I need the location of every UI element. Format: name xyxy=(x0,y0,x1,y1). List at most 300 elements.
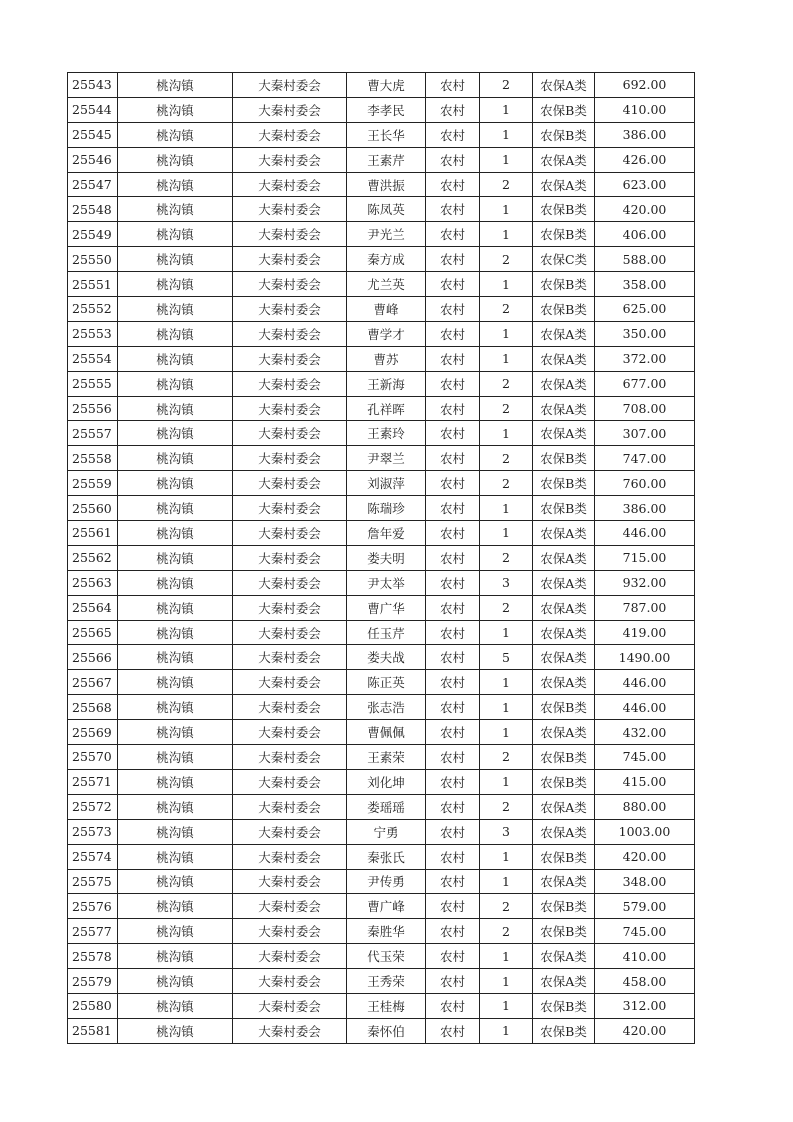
person-name-cell: 尹光兰 xyxy=(347,222,426,247)
household-type-cell: 农村 xyxy=(426,247,480,272)
member-count-cell: 1 xyxy=(480,844,533,869)
household-type-cell: 农村 xyxy=(426,993,480,1018)
member-count-cell: 1 xyxy=(480,346,533,371)
household-type-cell: 农村 xyxy=(426,521,480,546)
person-name-cell: 娄瑶瑶 xyxy=(347,794,426,819)
row-id-cell: 25573 xyxy=(68,819,118,844)
member-count-cell: 1 xyxy=(480,944,533,969)
person-name-cell: 曹洪振 xyxy=(347,172,426,197)
insurance-category-cell: 农保A类 xyxy=(533,346,595,371)
table-row xyxy=(68,819,695,844)
table-row xyxy=(68,172,695,197)
household-type-cell: 农村 xyxy=(426,844,480,869)
village-committee-cell: 大秦村委会 xyxy=(233,247,347,272)
row-id-cell: 25563 xyxy=(68,570,118,595)
row-id-cell: 25581 xyxy=(68,1018,118,1043)
town-cell: 桃沟镇 xyxy=(118,197,233,222)
village-committee-cell: 大秦村委会 xyxy=(233,496,347,521)
person-name-cell: 尹太举 xyxy=(347,570,426,595)
town-cell: 桃沟镇 xyxy=(118,247,233,272)
village-committee-cell: 大秦村委会 xyxy=(233,944,347,969)
row-id-cell: 25561 xyxy=(68,521,118,546)
row-id-cell: 25548 xyxy=(68,197,118,222)
row-id-cell: 25560 xyxy=(68,496,118,521)
person-name-cell: 王长华 xyxy=(347,122,426,147)
row-id-cell: 25553 xyxy=(68,321,118,346)
person-name-cell: 曹佩佩 xyxy=(347,720,426,745)
town-cell: 桃沟镇 xyxy=(118,272,233,297)
amount-cell: 747.00 xyxy=(595,446,695,471)
household-type-cell: 农村 xyxy=(426,297,480,322)
household-type-cell: 农村 xyxy=(426,620,480,645)
town-cell: 桃沟镇 xyxy=(118,745,233,770)
household-type-cell: 农村 xyxy=(426,1018,480,1043)
insurance-category-cell: 农保B类 xyxy=(533,844,595,869)
member-count-cell: 1 xyxy=(480,993,533,1018)
table-row xyxy=(68,570,695,595)
member-count-cell: 2 xyxy=(480,172,533,197)
table-row xyxy=(68,993,695,1018)
village-committee-cell: 大秦村委会 xyxy=(233,297,347,322)
insurance-category-cell: 农保B类 xyxy=(533,197,595,222)
insurance-category-cell: 农保C类 xyxy=(533,247,595,272)
amount-cell: 677.00 xyxy=(595,371,695,396)
insurance-category-cell: 农保B类 xyxy=(533,471,595,496)
member-count-cell: 1 xyxy=(480,769,533,794)
table-row xyxy=(68,720,695,745)
row-id-cell: 25566 xyxy=(68,645,118,670)
member-count-cell: 1 xyxy=(480,321,533,346)
table-row xyxy=(68,272,695,297)
insurance-category-cell: 农保A类 xyxy=(533,172,595,197)
insurance-category-cell: 农保A类 xyxy=(533,944,595,969)
table-row xyxy=(68,620,695,645)
household-type-cell: 农村 xyxy=(426,222,480,247)
row-id-cell: 25579 xyxy=(68,969,118,994)
town-cell: 桃沟镇 xyxy=(118,346,233,371)
village-committee-cell: 大秦村委会 xyxy=(233,969,347,994)
village-committee-cell: 大秦村委会 xyxy=(233,122,347,147)
town-cell: 桃沟镇 xyxy=(118,993,233,1018)
amount-cell: 420.00 xyxy=(595,1018,695,1043)
household-type-cell: 农村 xyxy=(426,421,480,446)
insurance-category-cell: 农保B类 xyxy=(533,919,595,944)
table-row xyxy=(68,794,695,819)
person-name-cell: 代玉荣 xyxy=(347,944,426,969)
member-count-cell: 1 xyxy=(480,222,533,247)
insurance-category-cell: 农保B类 xyxy=(533,297,595,322)
member-count-cell: 3 xyxy=(480,819,533,844)
row-id-cell: 25559 xyxy=(68,471,118,496)
amount-cell: 760.00 xyxy=(595,471,695,496)
village-committee-cell: 大秦村委会 xyxy=(233,321,347,346)
town-cell: 桃沟镇 xyxy=(118,894,233,919)
town-cell: 桃沟镇 xyxy=(118,297,233,322)
row-id-cell: 25556 xyxy=(68,396,118,421)
table-row xyxy=(68,396,695,421)
amount-cell: 415.00 xyxy=(595,769,695,794)
town-cell: 桃沟镇 xyxy=(118,819,233,844)
member-count-cell: 1 xyxy=(480,147,533,172)
household-type-cell: 农村 xyxy=(426,73,480,98)
town-cell: 桃沟镇 xyxy=(118,769,233,794)
member-count-cell: 2 xyxy=(480,595,533,620)
amount-cell: 386.00 xyxy=(595,496,695,521)
row-id-cell: 25569 xyxy=(68,720,118,745)
member-count-cell: 3 xyxy=(480,570,533,595)
town-cell: 桃沟镇 xyxy=(118,595,233,620)
member-count-cell: 1 xyxy=(480,272,533,297)
row-id-cell: 25545 xyxy=(68,122,118,147)
amount-cell: 410.00 xyxy=(595,944,695,969)
village-committee-cell: 大秦村委会 xyxy=(233,421,347,446)
row-id-cell: 25571 xyxy=(68,769,118,794)
amount-cell: 458.00 xyxy=(595,969,695,994)
table-row xyxy=(68,97,695,122)
table-row xyxy=(68,670,695,695)
household-type-cell: 农村 xyxy=(426,695,480,720)
village-committee-cell: 大秦村委会 xyxy=(233,1018,347,1043)
member-count-cell: 2 xyxy=(480,894,533,919)
town-cell: 桃沟镇 xyxy=(118,147,233,172)
insurance-category-cell: 农保B类 xyxy=(533,894,595,919)
person-name-cell: 刘化坤 xyxy=(347,769,426,794)
subsidy-table xyxy=(67,72,695,1044)
person-name-cell: 王素芹 xyxy=(347,147,426,172)
insurance-category-cell: 农保A类 xyxy=(533,969,595,994)
town-cell: 桃沟镇 xyxy=(118,570,233,595)
row-id-cell: 25570 xyxy=(68,745,118,770)
household-type-cell: 农村 xyxy=(426,595,480,620)
table-row xyxy=(68,147,695,172)
person-name-cell: 王秀荣 xyxy=(347,969,426,994)
household-type-cell: 农村 xyxy=(426,147,480,172)
town-cell: 桃沟镇 xyxy=(118,620,233,645)
insurance-category-cell: 农保A类 xyxy=(533,720,595,745)
person-name-cell: 任玉芹 xyxy=(347,620,426,645)
village-committee-cell: 大秦村委会 xyxy=(233,819,347,844)
table-row xyxy=(68,919,695,944)
insurance-category-cell: 农保A类 xyxy=(533,521,595,546)
insurance-category-cell: 农保A类 xyxy=(533,595,595,620)
row-id-cell: 25546 xyxy=(68,147,118,172)
row-id-cell: 25565 xyxy=(68,620,118,645)
person-name-cell: 刘淑萍 xyxy=(347,471,426,496)
member-count-cell: 1 xyxy=(480,197,533,222)
village-committee-cell: 大秦村委会 xyxy=(233,919,347,944)
household-type-cell: 农村 xyxy=(426,446,480,471)
member-count-cell: 2 xyxy=(480,545,533,570)
member-count-cell: 2 xyxy=(480,794,533,819)
village-committee-cell: 大秦村委会 xyxy=(233,670,347,695)
town-cell: 桃沟镇 xyxy=(118,869,233,894)
person-name-cell: 娄夫明 xyxy=(347,545,426,570)
table-row xyxy=(68,321,695,346)
household-type-cell: 农村 xyxy=(426,720,480,745)
table-row xyxy=(68,471,695,496)
village-committee-cell: 大秦村委会 xyxy=(233,346,347,371)
table-row xyxy=(68,545,695,570)
amount-cell: 420.00 xyxy=(595,197,695,222)
household-type-cell: 农村 xyxy=(426,396,480,421)
member-count-cell: 1 xyxy=(480,521,533,546)
table-row xyxy=(68,521,695,546)
person-name-cell: 曹学才 xyxy=(347,321,426,346)
insurance-category-cell: 农保A类 xyxy=(533,321,595,346)
insurance-category-cell: 农保B类 xyxy=(533,496,595,521)
household-type-cell: 农村 xyxy=(426,471,480,496)
household-type-cell: 农村 xyxy=(426,769,480,794)
row-id-cell: 25578 xyxy=(68,944,118,969)
table-row xyxy=(68,695,695,720)
insurance-category-cell: 农保B类 xyxy=(533,97,595,122)
village-committee-cell: 大秦村委会 xyxy=(233,695,347,720)
person-name-cell: 尹翠兰 xyxy=(347,446,426,471)
household-type-cell: 农村 xyxy=(426,919,480,944)
village-committee-cell: 大秦村委会 xyxy=(233,595,347,620)
amount-cell: 715.00 xyxy=(595,545,695,570)
village-committee-cell: 大秦村委会 xyxy=(233,446,347,471)
table-body xyxy=(68,73,695,1044)
insurance-category-cell: 农保B类 xyxy=(533,993,595,1018)
table-row xyxy=(68,645,695,670)
amount-cell: 787.00 xyxy=(595,595,695,620)
insurance-category-cell: 农保B类 xyxy=(533,222,595,247)
village-committee-cell: 大秦村委会 xyxy=(233,222,347,247)
amount-cell: 350.00 xyxy=(595,321,695,346)
row-id-cell: 25547 xyxy=(68,172,118,197)
insurance-category-cell: 农保A类 xyxy=(533,147,595,172)
town-cell: 桃沟镇 xyxy=(118,172,233,197)
town-cell: 桃沟镇 xyxy=(118,222,233,247)
table-row xyxy=(68,944,695,969)
village-committee-cell: 大秦村委会 xyxy=(233,570,347,595)
village-committee-cell: 大秦村委会 xyxy=(233,521,347,546)
amount-cell: 446.00 xyxy=(595,695,695,720)
insurance-category-cell: 农保A类 xyxy=(533,819,595,844)
town-cell: 桃沟镇 xyxy=(118,919,233,944)
row-id-cell: 25568 xyxy=(68,695,118,720)
person-name-cell: 陈正英 xyxy=(347,670,426,695)
household-type-cell: 农村 xyxy=(426,869,480,894)
town-cell: 桃沟镇 xyxy=(118,521,233,546)
person-name-cell: 王桂梅 xyxy=(347,993,426,1018)
table-row xyxy=(68,869,695,894)
row-id-cell: 25564 xyxy=(68,595,118,620)
insurance-category-cell: 农保B类 xyxy=(533,769,595,794)
household-type-cell: 农村 xyxy=(426,97,480,122)
town-cell: 桃沟镇 xyxy=(118,670,233,695)
amount-cell: 932.00 xyxy=(595,570,695,595)
village-committee-cell: 大秦村委会 xyxy=(233,471,347,496)
insurance-category-cell: 农保A类 xyxy=(533,869,595,894)
amount-cell: 625.00 xyxy=(595,297,695,322)
member-count-cell: 1 xyxy=(480,1018,533,1043)
amount-cell: 579.00 xyxy=(595,894,695,919)
row-id-cell: 25562 xyxy=(68,545,118,570)
table-row xyxy=(68,496,695,521)
row-id-cell: 25554 xyxy=(68,346,118,371)
town-cell: 桃沟镇 xyxy=(118,471,233,496)
household-type-cell: 农村 xyxy=(426,172,480,197)
person-name-cell: 李孝民 xyxy=(347,97,426,122)
town-cell: 桃沟镇 xyxy=(118,421,233,446)
amount-cell: 623.00 xyxy=(595,172,695,197)
person-name-cell: 陈瑞珍 xyxy=(347,496,426,521)
person-name-cell: 秦张氏 xyxy=(347,844,426,869)
amount-cell: 446.00 xyxy=(595,521,695,546)
row-id-cell: 25551 xyxy=(68,272,118,297)
insurance-category-cell: 农保B类 xyxy=(533,1018,595,1043)
insurance-category-cell: 农保B类 xyxy=(533,745,595,770)
household-type-cell: 农村 xyxy=(426,794,480,819)
town-cell: 桃沟镇 xyxy=(118,73,233,98)
person-name-cell: 曹广峰 xyxy=(347,894,426,919)
household-type-cell: 农村 xyxy=(426,346,480,371)
village-committee-cell: 大秦村委会 xyxy=(233,745,347,770)
row-id-cell: 25543 xyxy=(68,73,118,98)
amount-cell: 708.00 xyxy=(595,396,695,421)
table-row xyxy=(68,894,695,919)
member-count-cell: 1 xyxy=(480,969,533,994)
amount-cell: 426.00 xyxy=(595,147,695,172)
insurance-category-cell: 农保A类 xyxy=(533,73,595,98)
amount-cell: 432.00 xyxy=(595,720,695,745)
row-id-cell: 25575 xyxy=(68,869,118,894)
town-cell: 桃沟镇 xyxy=(118,794,233,819)
insurance-category-cell: 农保A类 xyxy=(533,396,595,421)
village-committee-cell: 大秦村委会 xyxy=(233,147,347,172)
insurance-category-cell: 农保B类 xyxy=(533,272,595,297)
person-name-cell: 秦怀伯 xyxy=(347,1018,426,1043)
village-committee-cell: 大秦村委会 xyxy=(233,371,347,396)
household-type-cell: 农村 xyxy=(426,670,480,695)
village-committee-cell: 大秦村委会 xyxy=(233,993,347,1018)
member-count-cell: 2 xyxy=(480,371,533,396)
village-committee-cell: 大秦村委会 xyxy=(233,894,347,919)
table-row xyxy=(68,769,695,794)
town-cell: 桃沟镇 xyxy=(118,321,233,346)
town-cell: 桃沟镇 xyxy=(118,969,233,994)
amount-cell: 446.00 xyxy=(595,670,695,695)
town-cell: 桃沟镇 xyxy=(118,396,233,421)
table-row xyxy=(68,122,695,147)
row-id-cell: 25577 xyxy=(68,919,118,944)
row-id-cell: 25574 xyxy=(68,844,118,869)
person-name-cell: 宁勇 xyxy=(347,819,426,844)
person-name-cell: 尹传勇 xyxy=(347,869,426,894)
member-count-cell: 2 xyxy=(480,297,533,322)
member-count-cell: 2 xyxy=(480,247,533,272)
member-count-cell: 1 xyxy=(480,670,533,695)
household-type-cell: 农村 xyxy=(426,496,480,521)
household-type-cell: 农村 xyxy=(426,545,480,570)
member-count-cell: 2 xyxy=(480,745,533,770)
insurance-category-cell: 农保A类 xyxy=(533,670,595,695)
member-count-cell: 2 xyxy=(480,73,533,98)
table-row xyxy=(68,969,695,994)
member-count-cell: 1 xyxy=(480,122,533,147)
amount-cell: 372.00 xyxy=(595,346,695,371)
table-row xyxy=(68,371,695,396)
village-committee-cell: 大秦村委会 xyxy=(233,844,347,869)
table-row xyxy=(68,446,695,471)
table-row xyxy=(68,844,695,869)
amount-cell: 312.00 xyxy=(595,993,695,1018)
person-name-cell: 曹广华 xyxy=(347,595,426,620)
member-count-cell: 1 xyxy=(480,97,533,122)
household-type-cell: 农村 xyxy=(426,894,480,919)
village-committee-cell: 大秦村委会 xyxy=(233,272,347,297)
village-committee-cell: 大秦村委会 xyxy=(233,794,347,819)
row-id-cell: 25567 xyxy=(68,670,118,695)
insurance-category-cell: 农保A类 xyxy=(533,645,595,670)
household-type-cell: 农村 xyxy=(426,570,480,595)
household-type-cell: 农村 xyxy=(426,969,480,994)
row-id-cell: 25557 xyxy=(68,421,118,446)
town-cell: 桃沟镇 xyxy=(118,371,233,396)
town-cell: 桃沟镇 xyxy=(118,446,233,471)
village-committee-cell: 大秦村委会 xyxy=(233,197,347,222)
town-cell: 桃沟镇 xyxy=(118,944,233,969)
village-committee-cell: 大秦村委会 xyxy=(233,720,347,745)
member-count-cell: 1 xyxy=(480,421,533,446)
table-row xyxy=(68,73,695,98)
amount-cell: 406.00 xyxy=(595,222,695,247)
household-type-cell: 农村 xyxy=(426,819,480,844)
table-row xyxy=(68,1018,695,1043)
table-row xyxy=(68,346,695,371)
person-name-cell: 秦方成 xyxy=(347,247,426,272)
town-cell: 桃沟镇 xyxy=(118,97,233,122)
town-cell: 桃沟镇 xyxy=(118,1018,233,1043)
insurance-category-cell: 农保A类 xyxy=(533,545,595,570)
row-id-cell: 25555 xyxy=(68,371,118,396)
amount-cell: 745.00 xyxy=(595,745,695,770)
table-row xyxy=(68,421,695,446)
person-name-cell: 詹年爱 xyxy=(347,521,426,546)
person-name-cell: 尤兰英 xyxy=(347,272,426,297)
town-cell: 桃沟镇 xyxy=(118,496,233,521)
person-name-cell: 曹苏 xyxy=(347,346,426,371)
village-committee-cell: 大秦村委会 xyxy=(233,545,347,570)
town-cell: 桃沟镇 xyxy=(118,545,233,570)
village-committee-cell: 大秦村委会 xyxy=(233,869,347,894)
amount-cell: 410.00 xyxy=(595,97,695,122)
insurance-category-cell: 农保A类 xyxy=(533,421,595,446)
amount-cell: 420.00 xyxy=(595,844,695,869)
household-type-cell: 农村 xyxy=(426,371,480,396)
member-count-cell: 1 xyxy=(480,496,533,521)
town-cell: 桃沟镇 xyxy=(118,720,233,745)
household-type-cell: 农村 xyxy=(426,745,480,770)
row-id-cell: 25549 xyxy=(68,222,118,247)
insurance-category-cell: 农保B类 xyxy=(533,446,595,471)
village-committee-cell: 大秦村委会 xyxy=(233,97,347,122)
amount-cell: 1003.00 xyxy=(595,819,695,844)
member-count-cell: 2 xyxy=(480,446,533,471)
village-committee-cell: 大秦村委会 xyxy=(233,73,347,98)
village-committee-cell: 大秦村委会 xyxy=(233,620,347,645)
row-id-cell: 25576 xyxy=(68,894,118,919)
person-name-cell: 孔祥晖 xyxy=(347,396,426,421)
household-type-cell: 农村 xyxy=(426,272,480,297)
row-id-cell: 25572 xyxy=(68,794,118,819)
table-row xyxy=(68,745,695,770)
person-name-cell: 曹大虎 xyxy=(347,73,426,98)
village-committee-cell: 大秦村委会 xyxy=(233,396,347,421)
person-name-cell: 秦胜华 xyxy=(347,919,426,944)
